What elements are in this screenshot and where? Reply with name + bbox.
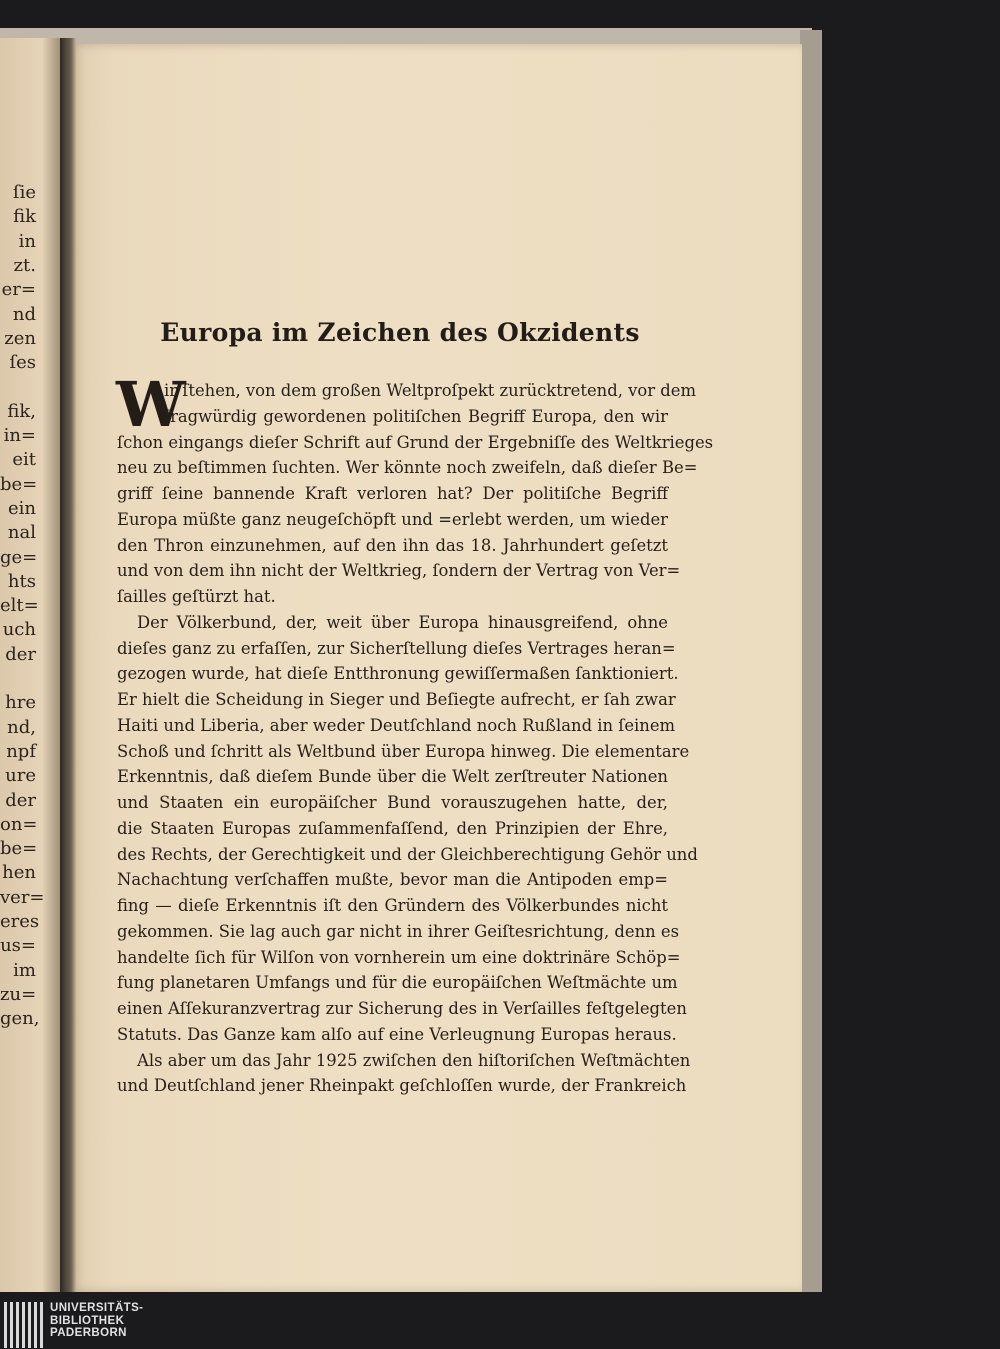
text-line: fing — dieſe Erkenntnis iſt den Gründern des Völkerbundes nicht <box>117 896 668 915</box>
text-line: fung planetaren Umfangs und für die europäiſchen Weſtmächte um <box>117 973 678 993</box>
text-line: gezogen wurde, hat dieſe Entthronung gewiſſermaßen ſanktioniert. <box>117 664 679 684</box>
left-page-line: npf <box>6 740 36 762</box>
text-line: handelte ſich für Wilſon von vornherein um eine doktrinäre Schöp= <box>117 947 681 967</box>
text-line: Schoß und ſchritt als Weltbund über Europa hinweg. Die elementare <box>117 741 690 761</box>
left-page-line: ver= <box>0 886 45 908</box>
left-page-line: elt= <box>0 595 39 617</box>
text-line: Er hielt die Scheidung in Sieger und Beſiegte aufrecht, er ſah zwar <box>117 690 676 709</box>
left-page-line: hts <box>7 570 36 592</box>
left-page-line: ſes <box>9 352 36 374</box>
left-page-line: ein <box>7 497 36 519</box>
text-line: Erkenntnis, daß dieſem Bunde über die Welt zerſtreuter Nationen <box>117 767 668 787</box>
left-page-line: in <box>18 230 36 252</box>
book-cover-edge <box>800 30 822 1292</box>
left-page-line: us= <box>0 935 36 957</box>
library-logo-text <box>50 1302 143 1340</box>
left-page-line: nd <box>12 303 36 325</box>
left-page-line: eit <box>12 449 36 471</box>
left-page-line: der <box>5 643 36 665</box>
left-page-line: ure <box>5 765 36 787</box>
left-page-line: hre <box>5 692 36 714</box>
left-page-line: zt. <box>13 254 36 276</box>
text-line: die Staaten Europas zuſammenfaſſend, den Prinzipien der Ehre, <box>117 818 668 838</box>
text-line: und Staaten ein europäiſcher Bund vorauszugehen hatte, der, <box>117 793 668 812</box>
library-logo-icon <box>4 1302 44 1348</box>
logo-line: UNIVERSITÄTS- <box>50 1302 144 1314</box>
text-line: Europa müßte ganz neugeſchöpft und =erlebt werden, um wieder <box>117 509 668 529</box>
text-line: des Rechts, der Gerechtigkeit und der Gleichberechtigung Gehör und <box>117 844 698 864</box>
left-page-line: eres <box>0 911 40 932</box>
left-page-line: fik <box>13 206 36 228</box>
left-page-line: der <box>5 789 36 811</box>
left-page-line: hen <box>2 862 36 884</box>
left-page-line: ſie <box>12 182 36 203</box>
left-page-line: nal <box>7 522 36 544</box>
text-line: ſailles geſtürzt hat. <box>117 587 276 606</box>
gutter-shadow <box>60 38 76 1292</box>
text-line: Der Völkerbund, der, weit über Europa hinausgreifend, ohne <box>137 612 668 632</box>
logo-line: PADERBORN <box>50 1327 127 1339</box>
text-line: neu zu beſtimmen ſuchten. Wer könnte noch zweifeln, daß dieſer Be= <box>117 458 698 478</box>
text-line: ir ſtehen, von dem großen Weltproſpekt zurücktretend, vor dem <box>164 381 697 400</box>
text-line: ſchon eingangs dieſer Schrift auf Grund der Ergebniſſe des Weltkrieges <box>117 432 714 452</box>
left-page-line: on= <box>0 813 38 835</box>
text-line: und Deutſchland jener Rheinpakt geſchloſſen wurde, der Frankreich <box>117 1076 687 1096</box>
text-line: den Thron einzunehmen, auf den ihn das 18. Jahrhundert geſetzt <box>117 535 668 555</box>
text-line: Als aber um das Jahr 1925 zwiſchen den hiſtoriſchen Weſtmächten <box>137 1050 691 1070</box>
text-line: Nachachtung verſchaffen mußte, bevor man die Antipoden emp= <box>117 870 668 890</box>
left-page-line: gen, <box>0 1008 40 1030</box>
text-line: Haiti und Liberia, aber weder Deutſchland noch Rußland in ſeinem <box>117 715 676 735</box>
text-line: fragwürdig gewordenen politiſchen Begriff Europa, den wir <box>164 406 668 426</box>
text-line: und von dem ihn nicht der Weltkrieg, ſondern der Vertrag von Ver= <box>117 561 681 581</box>
chapter-title: Europa im Zeichen des Okzidents <box>160 318 640 347</box>
left-page-line: be= <box>0 473 38 495</box>
drop-initial: W <box>116 368 186 441</box>
left-page-line: ge= <box>0 546 38 568</box>
text-line: griff ſeine bannende Kraft verloren hat? Der politiſche Begriff <box>117 484 668 503</box>
text-line: Statuts. Das Ganze kam alſo auf eine Verleugnung Europas heraus. <box>117 1024 677 1044</box>
logo-line: BIBLIOTHEK <box>50 1314 125 1327</box>
left-page-line: be= <box>0 838 38 860</box>
left-page-line: zu= <box>0 983 37 1005</box>
left-page-line: fik, <box>7 400 36 422</box>
left-page-line: zen <box>4 327 36 349</box>
left-page-line: in= <box>3 425 36 446</box>
text-line: gekommen. Sie lag auch gar nicht in ihrer Geiſtesrichtung, denn es <box>117 921 680 941</box>
left-page-line: nd, <box>7 716 36 738</box>
footer-bar <box>0 1299 1000 1349</box>
left-page-line: er= <box>1 279 36 301</box>
text-line: einen Aſſekuranzvertrag zur Sicherung des in Verſailles feſtgelegten <box>117 999 687 1018</box>
left-page-line: uch <box>2 619 36 641</box>
text-line: dieſes ganz zu erfaſſen, zur Sicherſtellung dieſes Vertrages heran= <box>117 638 676 658</box>
left-page-line: im <box>13 959 36 981</box>
